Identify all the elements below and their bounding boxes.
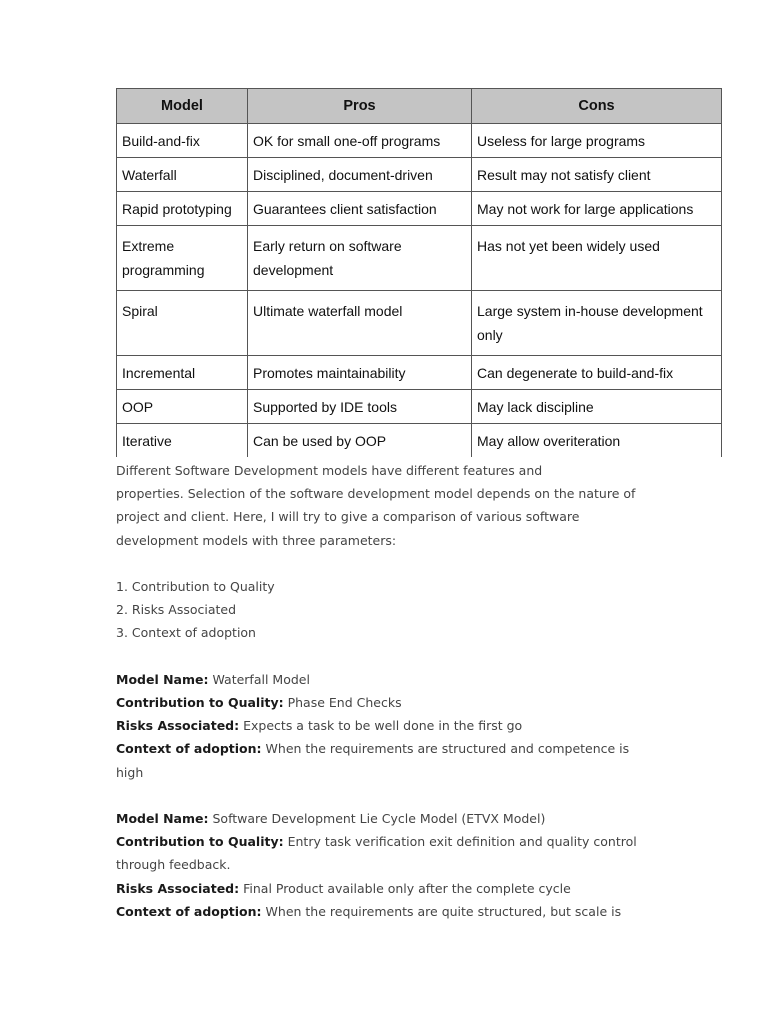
pros-cell: Early return on software development: [248, 226, 472, 291]
cons-cell: May allow overiteration: [472, 424, 722, 458]
model-1-risks: [116, 714, 676, 737]
context-label: Context of adoption:: [116, 903, 262, 919]
model-name-label: Model Name:: [116, 671, 209, 687]
model-cell: Incremental: [117, 356, 248, 390]
column-header-model: Model: [117, 89, 248, 124]
table-row: [117, 192, 722, 226]
table-row: [117, 124, 722, 158]
column-header-pros: Pros: [248, 89, 472, 124]
parameter-item: 1. Contribution to Quality: [116, 579, 275, 594]
table-row: [117, 356, 722, 390]
pros-cell: Disciplined, document-driven: [248, 158, 472, 192]
spacer: [116, 784, 676, 807]
intro-line: project and client. Here, I will try to give a comparison of various software: [116, 509, 580, 525]
model-cell: Rapid prototyping: [117, 192, 248, 226]
pros-cell: Guarantees client satisfaction: [248, 192, 472, 226]
model-cell: OOP: [117, 390, 248, 424]
risks-label: Risks Associated:: [116, 880, 240, 896]
model-cell: Spiral: [117, 291, 248, 356]
risks-label: Risks Associated:: [116, 718, 240, 734]
column-header-cons: Cons: [472, 89, 722, 124]
cons-cell: Can degenerate to build-and-fix: [472, 356, 722, 390]
table-row: [117, 226, 722, 291]
context-value: When the requirements are quite structured, but scale is: [265, 903, 622, 919]
model-cell: Extreme programming: [117, 226, 248, 291]
model-cell: Waterfall: [117, 158, 248, 192]
risks-value: Final Product available only after the complete cycle: [243, 880, 571, 896]
model-name-label: Model Name:: [116, 811, 209, 826]
table-row: [117, 291, 722, 356]
model-2-name: [116, 807, 676, 830]
model-1-contribution: [116, 691, 676, 714]
intro-line: Different Software Development models have different features and: [116, 463, 543, 478]
model-2-context: [116, 900, 676, 923]
model-2-contribution-cont: through feedback.: [116, 857, 231, 873]
model-name-value: Software Development Lie Cycle Model (ETVX Model): [212, 811, 546, 826]
context-value: When the requirements are structured and competence is: [265, 741, 630, 757]
pros-cell: Supported by IDE tools: [248, 390, 472, 424]
context-label: Context of adoption:: [116, 741, 262, 757]
cons-cell: Has not yet been widely used: [472, 226, 722, 291]
pros-cell: Can be used by OOP: [248, 424, 472, 458]
model-cell: Iterative: [117, 424, 248, 458]
model-1-name: [116, 668, 676, 691]
pros-cell: OK for small one-off programs: [248, 124, 472, 158]
spacer: [116, 645, 676, 668]
model-1-context: [116, 737, 676, 760]
cons-cell: May not work for large applications: [472, 192, 722, 226]
contribution-value: Phase End Checks: [287, 695, 402, 710]
parameter-item: 3. Context of adoption: [116, 625, 256, 641]
model-2-risks: [116, 877, 676, 900]
model-name-value: Waterfall Model: [212, 671, 310, 687]
cons-cell: May lack discipline: [472, 390, 722, 424]
table-row: [117, 390, 722, 424]
intro-line: development models with three parameters:: [116, 532, 397, 548]
article-body: [116, 459, 676, 923]
cons-cell: Result may not satisfy client: [472, 158, 722, 192]
table-row: [117, 158, 722, 192]
intro-line: properties. Selection of the software development model depends on the nature of: [116, 486, 636, 502]
spacer: [116, 552, 676, 575]
risks-value: Expects a task to be well done in the first go: [243, 718, 523, 734]
cons-cell: Useless for large programs: [472, 124, 722, 158]
contribution-label: Contribution to Quality:: [116, 834, 284, 850]
table-header-row: [117, 89, 722, 124]
contribution-label: Contribution to Quality:: [116, 695, 284, 710]
cons-cell: Large system in-house development only: [472, 291, 722, 356]
parameter-item: 2. Risks Associated: [116, 602, 237, 618]
models-comparison-table: [116, 88, 722, 457]
model-2-contribution: [116, 830, 676, 853]
model-1-context-cont: high: [116, 764, 144, 780]
model-cell: Build-and-fix: [117, 124, 248, 158]
pros-cell: Ultimate waterfall model: [248, 291, 472, 356]
contribution-value: Entry task verification exit definition and quality control: [287, 834, 637, 850]
pros-cell: Promotes maintainability: [248, 356, 472, 390]
table-row: [117, 424, 722, 458]
